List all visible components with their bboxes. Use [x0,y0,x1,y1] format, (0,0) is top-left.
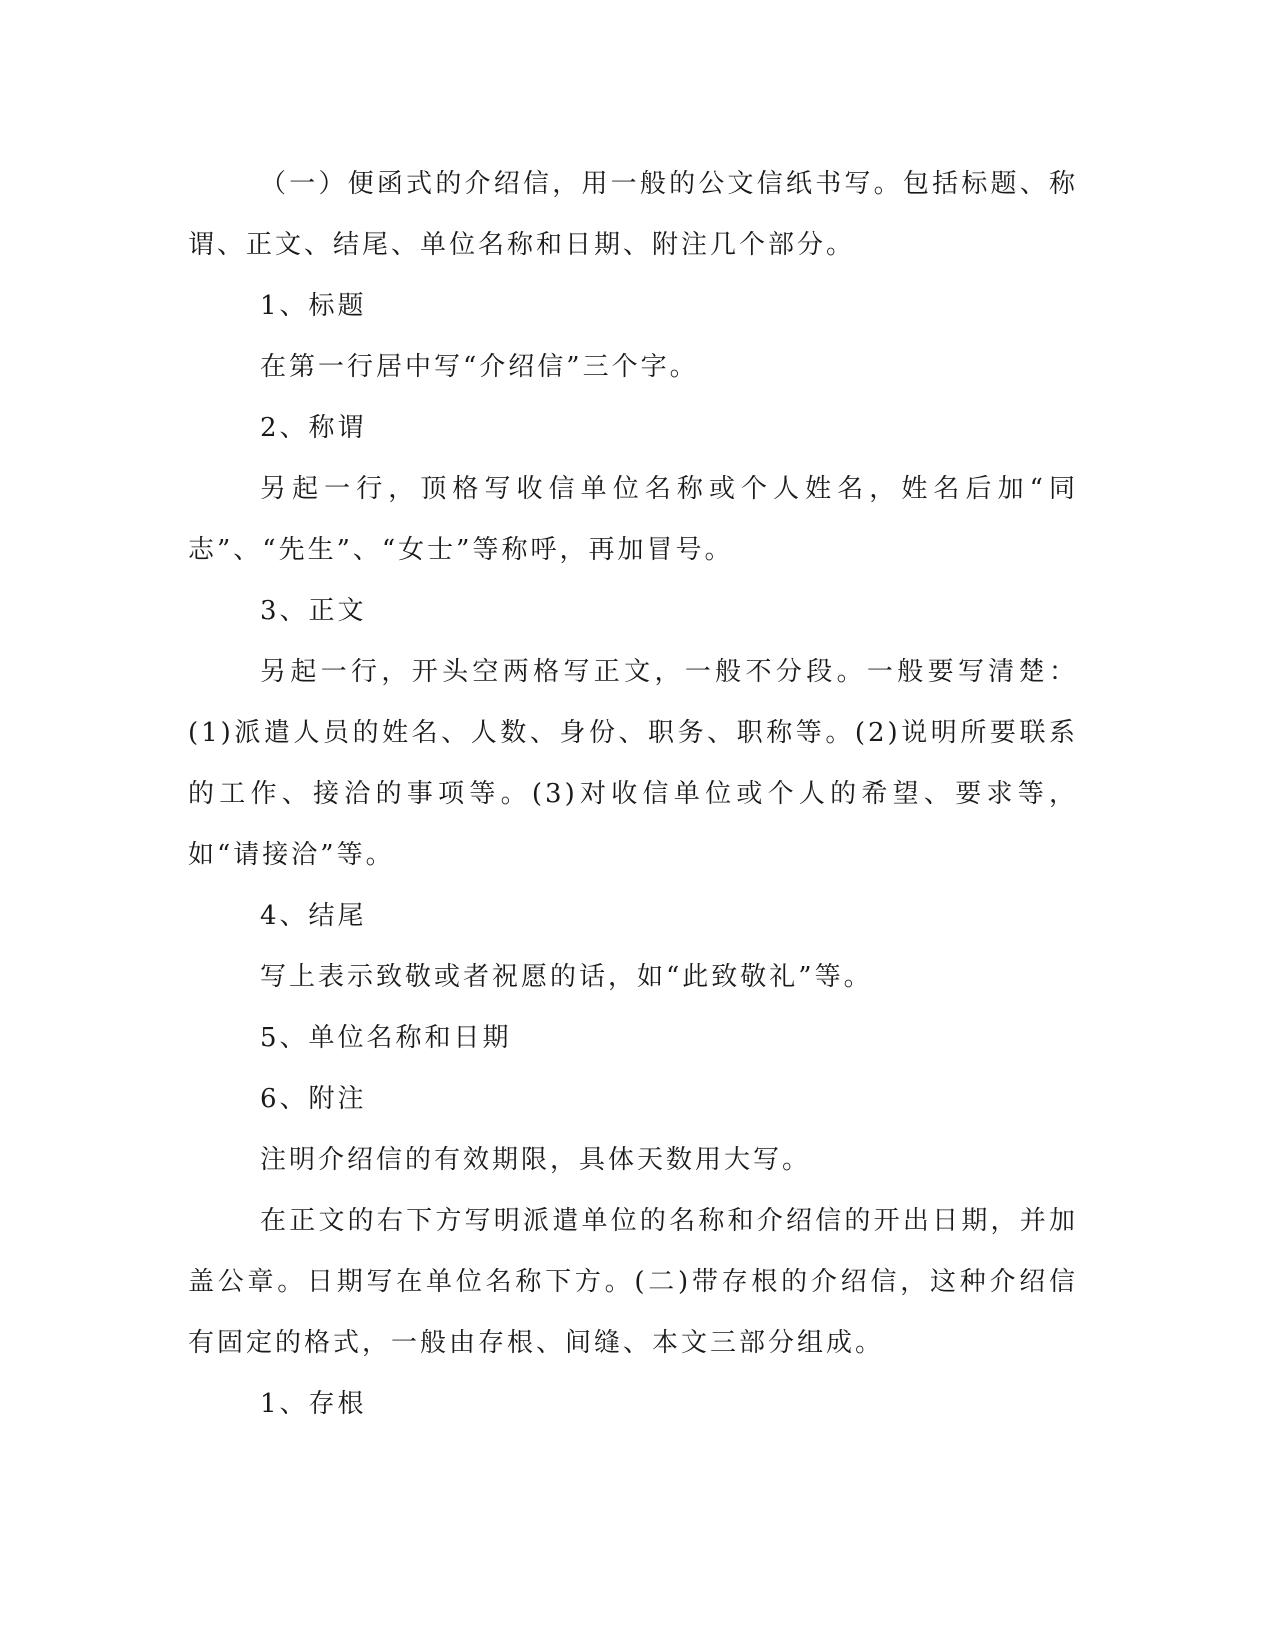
paragraph-signature-desc: 在正文的右下方写明派遣单位的名称和介绍信的开出日期，并加盖公章。日期写在单位名称下方。(二)带存根的介绍信，这种介绍信有固定的格式，一般由存根、间缝、本文三部分组成。 [188,1206,1078,1358]
paragraph-body-desc: 另起一行，开头空两格写正文，一般不分段。一般要写清楚：(1)派遣人员的姓名、人数、身份、职务、职称等。(2)说明所要联系的工作、接洽的事项等。(3)对收信单位或个人的希望、要求等，如“请接洽”等。 [188,657,1078,870]
heading-closing: 4、结尾 [260,901,367,931]
paragraph-salutation-desc: 另起一行，顶格写收信单位名称或个人姓名，姓名后加“同志”、“先生”、“女士”等称呼，再加冒号。 [188,474,1078,565]
heading-note: 6、附注 [260,1084,367,1114]
heading-body: 3、正文 [260,596,367,626]
heading-salutation: 2、称谓 [260,413,367,443]
paragraph-title-desc: 在第一行居中写“介绍信”三个字。 [260,352,699,382]
heading-unit-date: 5、单位名称和日期 [260,1023,512,1053]
paragraph-note-desc: 注明介绍信的有效期限，具体天数用大写。 [260,1145,812,1175]
heading-stub: 1、存根 [260,1389,367,1419]
paragraph-intro: （一）便函式的介绍信，用一般的公文信纸书写。包括标题、称谓、正文、结尾、单位名称和日期、附注几个部分。 [188,169,1078,260]
document-body [188,154,1078,1435]
heading-title: 1、标题 [260,291,367,321]
paragraph-closing-desc: 写上表示致敬或者祝愿的话，如“此致敬礼”等。 [260,962,873,992]
